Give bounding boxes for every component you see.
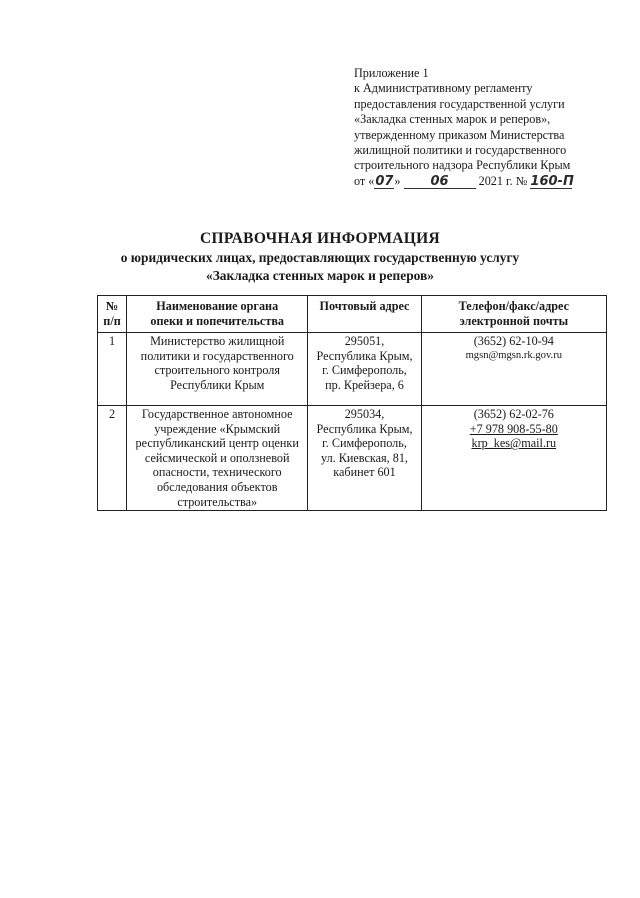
table-row xyxy=(98,333,607,406)
handwritten-day: 07 xyxy=(375,173,394,189)
appendix-line: жилищной политики и государственного xyxy=(354,143,567,158)
row-name xyxy=(127,333,308,406)
header-num-line: п/п xyxy=(103,314,121,328)
header-name xyxy=(127,296,308,333)
document-title: СПРАВОЧНАЯ ИНФОРМАЦИЯ xyxy=(200,230,440,247)
address-line: ул. Киевская, 81, xyxy=(321,450,408,465)
appendix-line: «Закладка стенных марок и реперов», xyxy=(354,112,551,127)
name-line: учреждение «Крымский xyxy=(154,421,281,436)
table-row xyxy=(98,406,607,511)
header-name-line: опеки и попечительства xyxy=(150,314,284,328)
address-line: 295034, xyxy=(344,407,385,421)
row-contact xyxy=(421,333,606,406)
email-address: mgsn@mgsn.rk.gov.ru xyxy=(465,349,563,361)
name-line: республиканский центр оценки xyxy=(135,436,299,451)
header-contact xyxy=(421,296,606,333)
date-prefix: от « xyxy=(354,173,375,188)
name-line: Республики Крым xyxy=(170,377,265,392)
row-num: 2 xyxy=(98,406,127,511)
handwritten-month: 06 xyxy=(404,175,476,189)
address-line: пр. Крейзера, 6 xyxy=(325,377,404,392)
handwritten-order-number: 160-П xyxy=(530,173,574,189)
address-line: Республика Крым, xyxy=(316,348,413,363)
appendix-line: предоставления государственной услуги xyxy=(354,96,565,111)
appendix-block xyxy=(354,66,614,189)
row-contact xyxy=(421,406,606,511)
name-line: строительного контроля xyxy=(154,363,280,378)
row-name xyxy=(127,406,308,511)
address-line: кабинет 601 xyxy=(333,465,396,480)
name-line: сейсмической и оползневой xyxy=(144,450,290,465)
table-header-row xyxy=(98,296,607,333)
header-num xyxy=(98,296,127,333)
phone-number: (3652) 62-10-94 xyxy=(473,334,554,348)
email-link[interactable]: krp_kes@mail.ru xyxy=(471,436,557,451)
name-line: Министерство жилищной xyxy=(150,334,285,348)
header-contact-line: Телефон/факс/адрес xyxy=(458,299,570,314)
date-close: » xyxy=(394,173,401,188)
row-address xyxy=(308,333,421,406)
appendix-line: строительного надзора Республики Крым xyxy=(354,158,571,173)
mobile-phone-link[interactable]: +7 978 908-55-80 xyxy=(469,421,558,436)
name-line: Государственное автономное xyxy=(141,407,293,421)
address-line: Республика Крым, xyxy=(316,421,413,436)
header-contact-line: электронной почты xyxy=(459,314,569,328)
name-line: обследования объектов xyxy=(156,479,278,494)
name-line: опасности, технического xyxy=(152,465,282,480)
document-subtitle-service: «Закладка стенных марок и реперов» xyxy=(206,268,434,283)
header-address-line: Почтовый адрес xyxy=(319,299,410,313)
appendix-date-line xyxy=(354,174,614,189)
phone-number: (3652) 62-02-76 xyxy=(473,407,554,421)
row-address xyxy=(308,406,421,511)
appendix-line: утвержденному приказом Министерства xyxy=(354,127,565,142)
address-line: г. Симферополь, xyxy=(322,436,407,451)
name-line: политики и государственного xyxy=(140,348,294,363)
info-table xyxy=(97,295,607,511)
address-line: 295051, xyxy=(344,334,385,348)
name-line: строительства» xyxy=(177,494,258,509)
date-year: 2021 г. № xyxy=(478,173,528,188)
address-line: г. Симферополь, xyxy=(322,363,407,378)
appendix-line: к Административному регламенту xyxy=(354,81,533,96)
appendix-line: Приложение 1 xyxy=(354,66,429,80)
header-num-line: № xyxy=(105,299,119,314)
row-num: 1 xyxy=(98,333,127,406)
document-subtitle: о юридических лицах, предоставляющих государственную услугу xyxy=(120,250,520,265)
header-address xyxy=(308,296,421,333)
header-name-line: Наименование органа xyxy=(156,299,279,314)
